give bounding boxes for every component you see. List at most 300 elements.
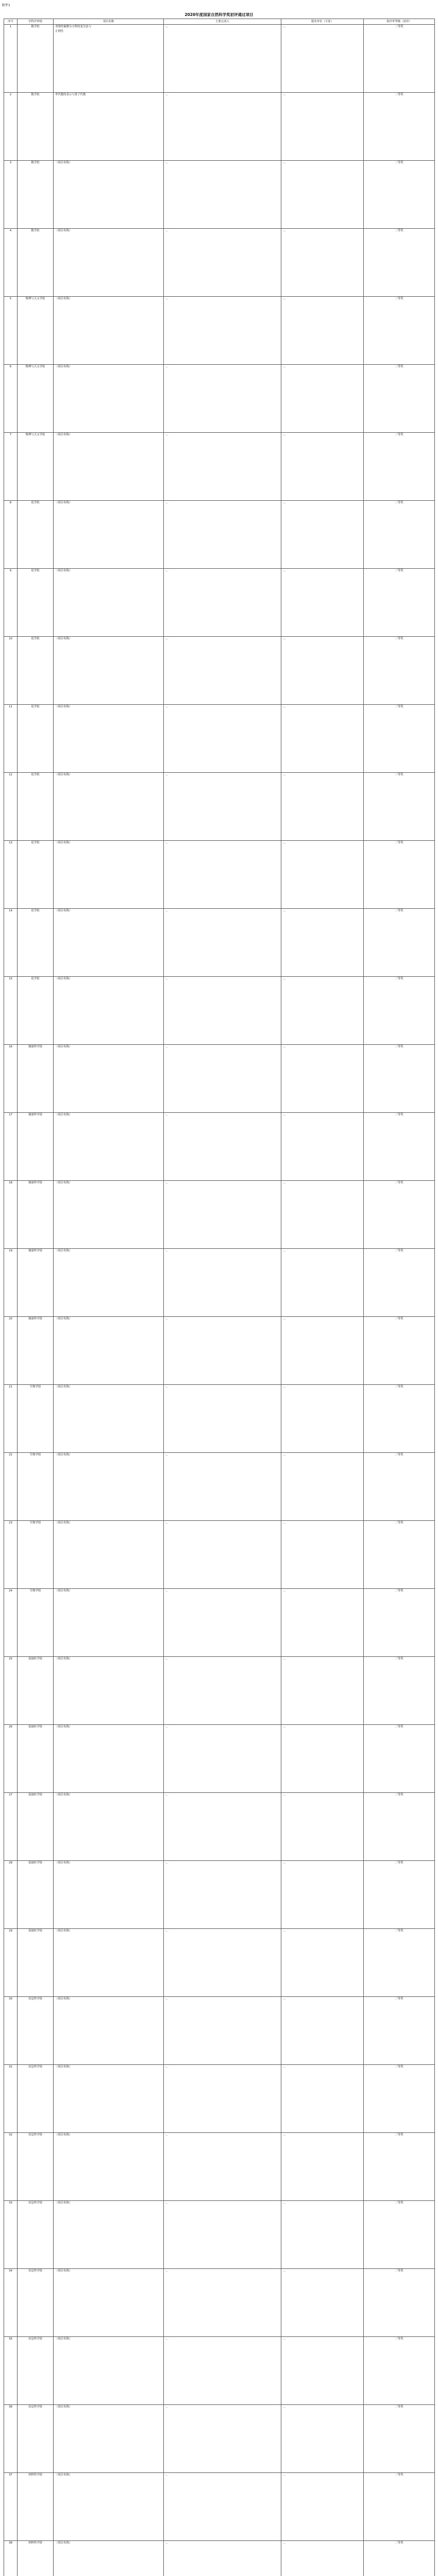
row-project-name-line: （项目名称） bbox=[55, 2269, 72, 2273]
row-group: 信息科学组 bbox=[18, 1997, 54, 2065]
row-nominator-line: … bbox=[283, 297, 286, 300]
row-nominator-line: … bbox=[283, 2405, 286, 2409]
table-row bbox=[4, 93, 435, 161]
row-people-line: … bbox=[165, 1181, 169, 1184]
row-project-name bbox=[54, 1725, 164, 1793]
row-nominator-line: … bbox=[283, 433, 286, 436]
row-nominator-line: … bbox=[283, 1385, 286, 1388]
row-nominator-line: … bbox=[283, 637, 286, 640]
row-group: 化学组 bbox=[18, 841, 54, 909]
row-nominator bbox=[281, 2473, 364, 2541]
row-number: 4 bbox=[4, 229, 18, 297]
row-people bbox=[164, 229, 281, 297]
row-project-name bbox=[54, 1317, 164, 1385]
row-project-name bbox=[54, 365, 164, 433]
table-row bbox=[4, 25, 435, 93]
row-number: 6 bbox=[4, 365, 18, 433]
row-group: 信息科学组 bbox=[18, 2337, 54, 2405]
row-people bbox=[164, 705, 281, 773]
row-nominator-line: … bbox=[283, 1793, 286, 1797]
row-nominator-line: … bbox=[283, 1045, 286, 1048]
row-project-name bbox=[54, 229, 164, 297]
row-grade: 二等奖 bbox=[364, 501, 435, 569]
row-number: 38 bbox=[4, 2541, 18, 2576]
row-nominator bbox=[281, 2405, 364, 2473]
row-grade: 二等奖 bbox=[364, 93, 435, 161]
row-group: 生物学组 bbox=[18, 1385, 54, 1453]
row-people-line: … bbox=[165, 977, 169, 980]
row-group: 数学组 bbox=[18, 229, 54, 297]
row-nominator bbox=[281, 569, 364, 637]
row-nominator-line: … bbox=[283, 1453, 286, 1456]
table-row bbox=[4, 2473, 435, 2541]
row-nominator bbox=[281, 1249, 364, 1317]
row-project-name bbox=[54, 1521, 164, 1589]
row-people-line: … bbox=[165, 2065, 169, 2069]
row-grade: 二等奖 bbox=[364, 2065, 435, 2133]
row-project-name-line: （项目名称） bbox=[55, 1045, 72, 1048]
row-group: 化学组 bbox=[18, 569, 54, 637]
row-people-line: … bbox=[165, 1725, 169, 1728]
table-header-row bbox=[4, 19, 435, 25]
row-project-name bbox=[54, 1385, 164, 1453]
row-group: 地球科学组 bbox=[18, 1181, 54, 1249]
row-nominator bbox=[281, 1589, 364, 1657]
row-people-line: … bbox=[165, 1385, 169, 1388]
row-people-line: … bbox=[165, 1113, 169, 1116]
row-people-line: … bbox=[165, 1793, 169, 1797]
row-people-line: … bbox=[165, 501, 169, 504]
table-row bbox=[4, 1317, 435, 1385]
row-people bbox=[164, 1793, 281, 1861]
row-grade: 二等奖 bbox=[364, 1861, 435, 1929]
table-row bbox=[4, 1521, 435, 1589]
row-grade: 二等奖 bbox=[364, 1725, 435, 1793]
row-project-name bbox=[54, 1861, 164, 1929]
row-nominator-line: … bbox=[283, 977, 286, 980]
row-project-name-line: （项目名称） bbox=[55, 705, 72, 708]
row-project-name bbox=[54, 2473, 164, 2541]
row-nominator bbox=[281, 1929, 364, 1997]
awards-table bbox=[4, 19, 435, 2576]
row-group: 地球科学组 bbox=[18, 1317, 54, 1385]
row-people bbox=[164, 1317, 281, 1385]
row-people-line: … bbox=[165, 2541, 169, 2545]
row-project-name-line: （项目名称） bbox=[55, 1113, 72, 1116]
table-row bbox=[4, 1045, 435, 1113]
table-row bbox=[4, 1997, 435, 2065]
table-row bbox=[4, 1385, 435, 1453]
row-people bbox=[164, 1249, 281, 1317]
row-grade: 二等奖 bbox=[364, 1453, 435, 1521]
row-project-name bbox=[54, 2405, 164, 2473]
row-people-line: … bbox=[165, 909, 169, 912]
row-people bbox=[164, 1113, 281, 1181]
row-nominator-line: … bbox=[283, 2337, 286, 2341]
row-people-line: … bbox=[165, 161, 169, 164]
row-grade: 二等奖 bbox=[364, 705, 435, 773]
row-nominator-line: … bbox=[283, 229, 286, 232]
row-nominator bbox=[281, 1793, 364, 1861]
col-header-grade: 拟评审等级（初评） bbox=[364, 19, 435, 25]
row-people-line: … bbox=[165, 637, 169, 640]
row-people bbox=[164, 433, 281, 501]
row-nominator bbox=[281, 2269, 364, 2337]
row-project-name-line: 李代数的表示与算子代数 bbox=[55, 93, 86, 96]
row-nominator bbox=[281, 2541, 364, 2576]
row-project-name-line: （项目名称） bbox=[55, 2405, 72, 2409]
table-row bbox=[4, 1589, 435, 1657]
row-nominator bbox=[281, 1113, 364, 1181]
row-number: 36 bbox=[4, 2405, 18, 2473]
row-project-name bbox=[54, 2065, 164, 2133]
row-group: 地球科学组 bbox=[18, 1249, 54, 1317]
row-number: 18 bbox=[4, 1181, 18, 1249]
row-number: 16 bbox=[4, 1045, 18, 1113]
row-nominator-line: … bbox=[283, 2201, 286, 2205]
row-people-line: … bbox=[165, 2473, 169, 2477]
row-nominator-line: … bbox=[283, 773, 286, 776]
table-row bbox=[4, 1113, 435, 1181]
table-row bbox=[4, 2541, 435, 2576]
row-grade: 二等奖 bbox=[364, 1589, 435, 1657]
row-people bbox=[164, 25, 281, 93]
row-people-line: … bbox=[165, 25, 169, 28]
row-people-line: … bbox=[165, 2201, 169, 2205]
row-group: 生物学组 bbox=[18, 1453, 54, 1521]
row-group: 化学组 bbox=[18, 501, 54, 569]
row-nominator-line: … bbox=[283, 909, 286, 912]
row-group: 信息科学组 bbox=[18, 2269, 54, 2337]
row-group: 数学组 bbox=[18, 25, 54, 93]
row-nominator bbox=[281, 2337, 364, 2405]
row-project-name bbox=[54, 841, 164, 909]
row-nominator bbox=[281, 229, 364, 297]
row-project-name-line: （项目名称） bbox=[55, 2065, 72, 2069]
row-nominator bbox=[281, 1045, 364, 1113]
attachment-label: 附件1 bbox=[2, 4, 10, 7]
row-number: 29 bbox=[4, 1929, 18, 1997]
row-nominator bbox=[281, 909, 364, 977]
row-grade: 二等奖 bbox=[364, 2201, 435, 2269]
row-project-name bbox=[54, 977, 164, 1045]
row-people bbox=[164, 1453, 281, 1521]
row-number: 32 bbox=[4, 2133, 18, 2201]
row-people bbox=[164, 2405, 281, 2473]
row-nominator-line: … bbox=[283, 161, 286, 164]
row-nominator bbox=[281, 365, 364, 433]
row-project-name-line: （项目名称） bbox=[55, 2473, 72, 2477]
row-number: 7 bbox=[4, 433, 18, 501]
row-group: 化学组 bbox=[18, 977, 54, 1045]
row-people bbox=[164, 1861, 281, 1929]
row-number: 37 bbox=[4, 2473, 18, 2541]
table-row bbox=[4, 841, 435, 909]
row-grade: 二等奖 bbox=[364, 297, 435, 365]
row-project-name-line: （项目名称） bbox=[55, 2133, 72, 2137]
row-number: 15 bbox=[4, 977, 18, 1045]
row-project-name-line: （项目名称） bbox=[55, 1385, 72, 1388]
table-row bbox=[4, 1725, 435, 1793]
row-group: 数学组 bbox=[18, 161, 54, 229]
row-nominator-line: … bbox=[283, 705, 286, 708]
table-row bbox=[4, 705, 435, 773]
row-project-name bbox=[54, 1997, 164, 2065]
row-project-name-line: （项目名称） bbox=[55, 1725, 72, 1728]
row-people bbox=[164, 2269, 281, 2337]
row-grade: 二等奖 bbox=[364, 1521, 435, 1589]
row-project-name bbox=[54, 1453, 164, 1521]
row-people-line: … bbox=[165, 229, 169, 232]
row-number: 13 bbox=[4, 841, 18, 909]
row-number: 34 bbox=[4, 2269, 18, 2337]
row-people bbox=[164, 977, 281, 1045]
row-nominator-line: … bbox=[283, 25, 286, 28]
row-project-name bbox=[54, 1929, 164, 1997]
row-people bbox=[164, 161, 281, 229]
row-project-name-line: （项目名称） bbox=[55, 2337, 72, 2341]
table-row bbox=[4, 1861, 435, 1929]
row-people bbox=[164, 1657, 281, 1725]
row-nominator bbox=[281, 1997, 364, 2065]
row-people-line: … bbox=[165, 1929, 169, 1933]
row-nominator-line: … bbox=[283, 501, 286, 504]
row-project-name bbox=[54, 1657, 164, 1725]
row-people bbox=[164, 773, 281, 841]
row-group: 数学组 bbox=[18, 93, 54, 161]
row-grade: 二等奖 bbox=[364, 1385, 435, 1453]
row-nominator bbox=[281, 637, 364, 705]
row-project-name bbox=[54, 2201, 164, 2269]
row-nominator bbox=[281, 1385, 364, 1453]
row-nominator-line: … bbox=[283, 1861, 286, 1865]
row-grade: 二等奖 bbox=[364, 637, 435, 705]
row-number: 20 bbox=[4, 1317, 18, 1385]
row-grade: 二等奖 bbox=[364, 569, 435, 637]
row-grade: 二等奖 bbox=[364, 2133, 435, 2201]
row-number: 8 bbox=[4, 501, 18, 569]
row-project-name bbox=[54, 1181, 164, 1249]
row-project-name-line: （项目名称） bbox=[55, 433, 72, 436]
table-row bbox=[4, 2201, 435, 2269]
row-number: 22 bbox=[4, 1453, 18, 1521]
row-group: 材料科学组 bbox=[18, 2473, 54, 2541]
row-project-name-line: （项目名称） bbox=[55, 1317, 72, 1320]
row-number: 5 bbox=[4, 297, 18, 365]
row-people bbox=[164, 1045, 281, 1113]
row-people bbox=[164, 93, 281, 161]
row-group: 材料科学组 bbox=[18, 2541, 54, 2576]
col-header-group: 学科评审组 bbox=[18, 19, 54, 25]
row-number: 35 bbox=[4, 2337, 18, 2405]
row-people bbox=[164, 1385, 281, 1453]
row-group: 信息科学组 bbox=[18, 2201, 54, 2269]
row-people-line: … bbox=[165, 2405, 169, 2409]
table-row bbox=[4, 637, 435, 705]
row-number: 19 bbox=[4, 1249, 18, 1317]
row-nominator bbox=[281, 977, 364, 1045]
row-project-name bbox=[54, 773, 164, 841]
row-project-name-line: （项目名称） bbox=[55, 1861, 72, 1865]
row-grade: 二等奖 bbox=[364, 229, 435, 297]
row-number: 28 bbox=[4, 1861, 18, 1929]
row-nominator bbox=[281, 93, 364, 161]
row-nominator-line: … bbox=[283, 2473, 286, 2477]
table-row bbox=[4, 1249, 435, 1317]
row-grade: 二等奖 bbox=[364, 1113, 435, 1181]
row-people-line: … bbox=[165, 1045, 169, 1048]
row-project-name-line: （项目名称） bbox=[55, 2201, 72, 2205]
row-project-name bbox=[54, 637, 164, 705]
table-row bbox=[4, 2133, 435, 2201]
row-grade: 二等奖 bbox=[364, 1045, 435, 1113]
row-grade: 二等奖 bbox=[364, 1929, 435, 1997]
row-people bbox=[164, 297, 281, 365]
row-people-line: … bbox=[165, 1317, 169, 1320]
row-number: 30 bbox=[4, 1997, 18, 2065]
row-people-line: … bbox=[165, 433, 169, 436]
row-number: 31 bbox=[4, 2065, 18, 2133]
row-people bbox=[164, 1997, 281, 2065]
row-group: 信息科学组 bbox=[18, 2133, 54, 2201]
row-grade: 二等奖 bbox=[364, 1657, 435, 1725]
row-project-name bbox=[54, 2541, 164, 2576]
row-grade: 二等奖 bbox=[364, 909, 435, 977]
row-group: 地球科学组 bbox=[18, 1045, 54, 1113]
row-nominator-line: … bbox=[283, 2541, 286, 2545]
row-project-name-line: 非线性偏微分方程的变分法与 bbox=[55, 25, 92, 28]
row-project-name-line: （项目名称） bbox=[55, 1521, 72, 1524]
row-people-line: … bbox=[165, 1521, 169, 1524]
row-nominator-line: … bbox=[283, 841, 286, 844]
row-group: 基础医学组 bbox=[18, 1793, 54, 1861]
table-row bbox=[4, 161, 435, 229]
row-project-name bbox=[54, 2133, 164, 2201]
row-project-name bbox=[54, 501, 164, 569]
row-nominator-line: … bbox=[283, 2269, 286, 2273]
row-group: 基础医学组 bbox=[18, 1725, 54, 1793]
row-number: 3 bbox=[4, 161, 18, 229]
row-project-name bbox=[54, 909, 164, 977]
row-group: 物理与天文学组 bbox=[18, 433, 54, 501]
row-group: 化学组 bbox=[18, 637, 54, 705]
row-project-name bbox=[54, 297, 164, 365]
row-nominator-line: … bbox=[283, 1521, 286, 1524]
row-grade: 二等奖 bbox=[364, 977, 435, 1045]
col-header-nominator: 提名单位（专家） bbox=[281, 19, 364, 25]
row-people bbox=[164, 841, 281, 909]
row-project-name bbox=[54, 433, 164, 501]
row-project-name-line: （项目名称） bbox=[55, 1249, 72, 1252]
row-nominator bbox=[281, 2133, 364, 2201]
row-nominator bbox=[281, 1861, 364, 1929]
row-project-name-line: （项目名称） bbox=[55, 841, 72, 844]
table-row bbox=[4, 1793, 435, 1861]
row-project-name-line: （项目名称） bbox=[55, 161, 72, 164]
row-project-name bbox=[54, 1793, 164, 1861]
row-people-line: … bbox=[165, 569, 169, 572]
row-grade: 二等奖 bbox=[364, 2473, 435, 2541]
row-people bbox=[164, 2201, 281, 2269]
row-project-name bbox=[54, 1589, 164, 1657]
row-project-name bbox=[54, 1045, 164, 1113]
row-people-line: … bbox=[165, 2337, 169, 2341]
row-group: 化学组 bbox=[18, 705, 54, 773]
row-project-name bbox=[54, 1249, 164, 1317]
row-people-line: … bbox=[165, 1453, 169, 1456]
row-grade: 二等奖 bbox=[364, 2269, 435, 2337]
row-grade: 二等奖 bbox=[364, 1181, 435, 1249]
row-people bbox=[164, 909, 281, 977]
row-nominator-line: … bbox=[283, 365, 286, 368]
row-nominator-line: … bbox=[283, 569, 286, 572]
row-grade: 二等奖 bbox=[364, 1249, 435, 1317]
row-people bbox=[164, 1725, 281, 1793]
row-people bbox=[164, 501, 281, 569]
row-project-name-line: （项目名称） bbox=[55, 229, 72, 232]
row-number: 26 bbox=[4, 1725, 18, 1793]
table-row bbox=[4, 1181, 435, 1249]
table-row bbox=[4, 2405, 435, 2473]
row-nominator bbox=[281, 1453, 364, 1521]
row-nominator-line: … bbox=[283, 1181, 286, 1184]
row-nominator-line: … bbox=[283, 2065, 286, 2069]
row-nominator-line: … bbox=[283, 1249, 286, 1252]
table-row bbox=[4, 229, 435, 297]
row-project-name bbox=[54, 2337, 164, 2405]
row-nominator-line: … bbox=[283, 1113, 286, 1116]
row-nominator bbox=[281, 705, 364, 773]
row-group: 物理与天文学组 bbox=[18, 365, 54, 433]
row-people-line: … bbox=[165, 365, 169, 368]
row-nominator bbox=[281, 501, 364, 569]
table-row bbox=[4, 501, 435, 569]
row-nominator-line: … bbox=[283, 1929, 286, 1933]
table-row bbox=[4, 365, 435, 433]
row-people-line: … bbox=[165, 1249, 169, 1252]
row-people bbox=[164, 2473, 281, 2541]
row-grade: 二等奖 bbox=[364, 2541, 435, 2576]
row-people bbox=[164, 2065, 281, 2133]
row-grade: 二等奖 bbox=[364, 433, 435, 501]
row-group: 基础医学组 bbox=[18, 1657, 54, 1725]
row-project-name-line: （项目名称） bbox=[55, 909, 72, 912]
row-grade: 二等奖 bbox=[364, 1793, 435, 1861]
row-people bbox=[164, 2337, 281, 2405]
row-project-name bbox=[54, 2269, 164, 2337]
row-project-name bbox=[54, 93, 164, 161]
row-number: 27 bbox=[4, 1793, 18, 1861]
row-people bbox=[164, 2541, 281, 2576]
row-people-line: … bbox=[165, 2133, 169, 2137]
row-grade: 二等奖 bbox=[364, 25, 435, 93]
row-people bbox=[164, 569, 281, 637]
row-nominator bbox=[281, 773, 364, 841]
row-people-line: … bbox=[165, 2269, 169, 2273]
row-nominator bbox=[281, 1181, 364, 1249]
row-project-name-line: （项目名称） bbox=[55, 773, 72, 776]
row-people bbox=[164, 637, 281, 705]
row-project-name-line: （项目名称） bbox=[55, 1793, 72, 1797]
table-row bbox=[4, 1657, 435, 1725]
row-nominator bbox=[281, 433, 364, 501]
row-nominator bbox=[281, 1521, 364, 1589]
row-people bbox=[164, 1181, 281, 1249]
row-nominator bbox=[281, 1725, 364, 1793]
row-grade: 二等奖 bbox=[364, 365, 435, 433]
row-nominator bbox=[281, 2201, 364, 2269]
row-nominator bbox=[281, 161, 364, 229]
